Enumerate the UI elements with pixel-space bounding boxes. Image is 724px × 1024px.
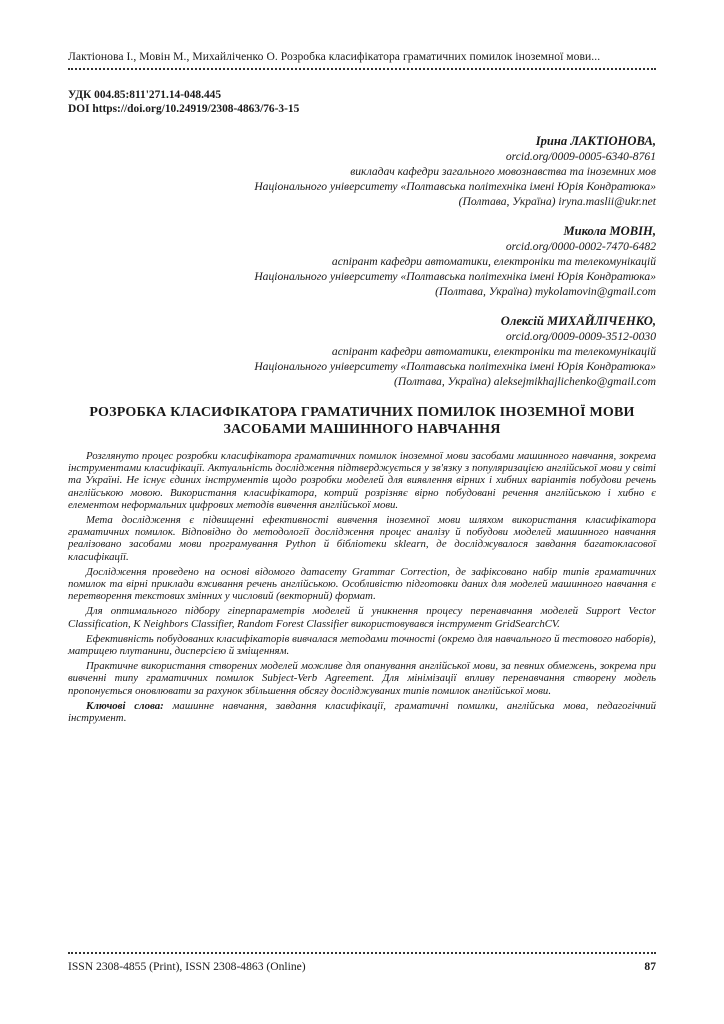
abstract-paragraph: Ефективність побудованих класифікаторів вивчалася методами точності (окремо для навчального й тестового наборів), матрицею плутанини, дисперсією й зміщенням. [68, 632, 656, 658]
doi-link[interactable]: DOI https://doi.org/10.24919/2308-4863/76-3-15 [68, 103, 300, 115]
article-title [68, 404, 656, 438]
author-block-1 [68, 134, 656, 209]
page-number: 87 [644, 960, 656, 973]
author-position: аспірант кафедри автоматики, електроніки та телекомунікацій [331, 345, 656, 358]
title-line: ЗАСОБАМИ МАШИННОГО НАВЧАННЯ [223, 422, 501, 437]
footer-dotted-rule [68, 952, 656, 954]
author-university: Національного університету «Полтавська політехніка імені Юрія Кондратюка» [254, 180, 656, 193]
author-orcid[interactable]: orcid.org/0009-0009-3512-0030 [505, 330, 656, 343]
author-position: аспірант кафедри автоматики, електроніки та телекомунікацій [331, 255, 656, 268]
author-location-email[interactable]: (Полтава, Україна) mykolamovin@gmail.com [435, 285, 656, 298]
author-block-3 [68, 314, 656, 389]
author-university: Національного університету «Полтавська політехніка імені Юрія Кондратюка» [254, 360, 656, 373]
running-header: Лактіонова І., Мовін М., Михайліченко О. Розробка класифікатора граматичних помилок іноземної мови... [68, 50, 601, 63]
article-meta [68, 88, 299, 116]
author-university: Національного університету «Полтавська політехніка імені Юрія Кондратюка» [254, 270, 656, 283]
keywords [68, 700, 656, 724]
keywords-text: машинне навчання, завдання класифікації, граматичні помилки, англійська мова, педагогічний інструмент. [68, 699, 657, 725]
abstract-paragraph: Дослідження проведено на основі відомого датасету Grammar Correction, де зафіксовано набір типів граматичних помилок та вірні приклади вживання речень англійською. Особливістю підготовки даних для моделей машинного навчання є перетворення текстових змінних у числовий (векторний) формат. [68, 565, 656, 603]
abstract [68, 450, 656, 727]
abstract-paragraph: Практичне використання створених моделей можливе для опанування англійської мови, за певних обмежень, зокрема при вивченні типу граматичних помилок Subject-Verb Agreement. Для мінімізації впливу перенавчання створену модель пропонується оновлювати за рахунок збільшення обсягу досліджуваних типів помилок англійської мови. [68, 660, 656, 697]
author-location-email[interactable]: (Полтава, Україна) iryna.maslii@ukr.net [458, 195, 656, 208]
abstract-paragraph: Для оптимального підбору гіперпараметрів моделей й уникнення процесу перенавчання моделей Support Vector Classification, K Neighbors Classifier, Random Forest Classifier використовувався інструмент GridSearchCV. [68, 605, 656, 630]
udc-code: УДК 004.85:811'271.14-048.445 [68, 89, 222, 101]
footer-issn: ISSN 2308-4855 (Print), ISSN 2308-4863 (Online) [68, 960, 306, 973]
author-name: Микола МОВІН, [563, 224, 656, 238]
abstract-paragraph: Розглянуто процес розробки класифікатора граматичних помилок іноземної мови засобами машинного навчання, зокрема інструментами класифікації. Актуальність дослідження підтверджується у зв'язку з популяризацією англійської мови у світі та Україні. Не існує єдиних інструментів щодо розробки моделей для виявлення вірних і хибних варіантів побудови речень англійською мовою. Використання класифікатора, котрий розрізняє вірно побудовані речення англійською і хибно є елементом неформальних цифрових методів вивчення англійської мови. [68, 450, 656, 511]
author-block-2 [68, 224, 656, 299]
title-line: РОЗРОБКА КЛАСИФІКАТОРА ГРАМАТИЧНИХ ПОМИЛОК ІНОЗЕМНОЇ МОВИ [89, 405, 635, 420]
author-location-email[interactable]: (Полтава, Україна) aleksejmikhajlichenko@gmail.com [393, 375, 656, 388]
author-name: Олексій МИХАЙЛІЧЕНКО, [500, 314, 656, 328]
author-name: Ірина ЛАКТІОНОВА, [535, 134, 656, 148]
author-orcid[interactable]: orcid.org/0000-0002-7470-6482 [505, 240, 656, 253]
abstract-paragraph: Мета дослідження є підвищенні ефективності вивчення іноземної мови шляхом використання класифікатора граматичних помилок. Відповідно до методології дослідження процес аналізу й побудови моделей машинного навчання реалізовано засобами мови програмування Python й бібліотеки sklearn, де досліджувалося завдання багатокласової класифікації. [68, 514, 656, 563]
author-orcid[interactable]: orcid.org/0009-0005-6340-8761 [505, 150, 656, 163]
keywords-label: Ключові слова: [86, 699, 164, 712]
header-dotted-rule [68, 68, 656, 70]
author-position: викладач кафедри загального мовознавства та іноземних мов [350, 165, 656, 178]
